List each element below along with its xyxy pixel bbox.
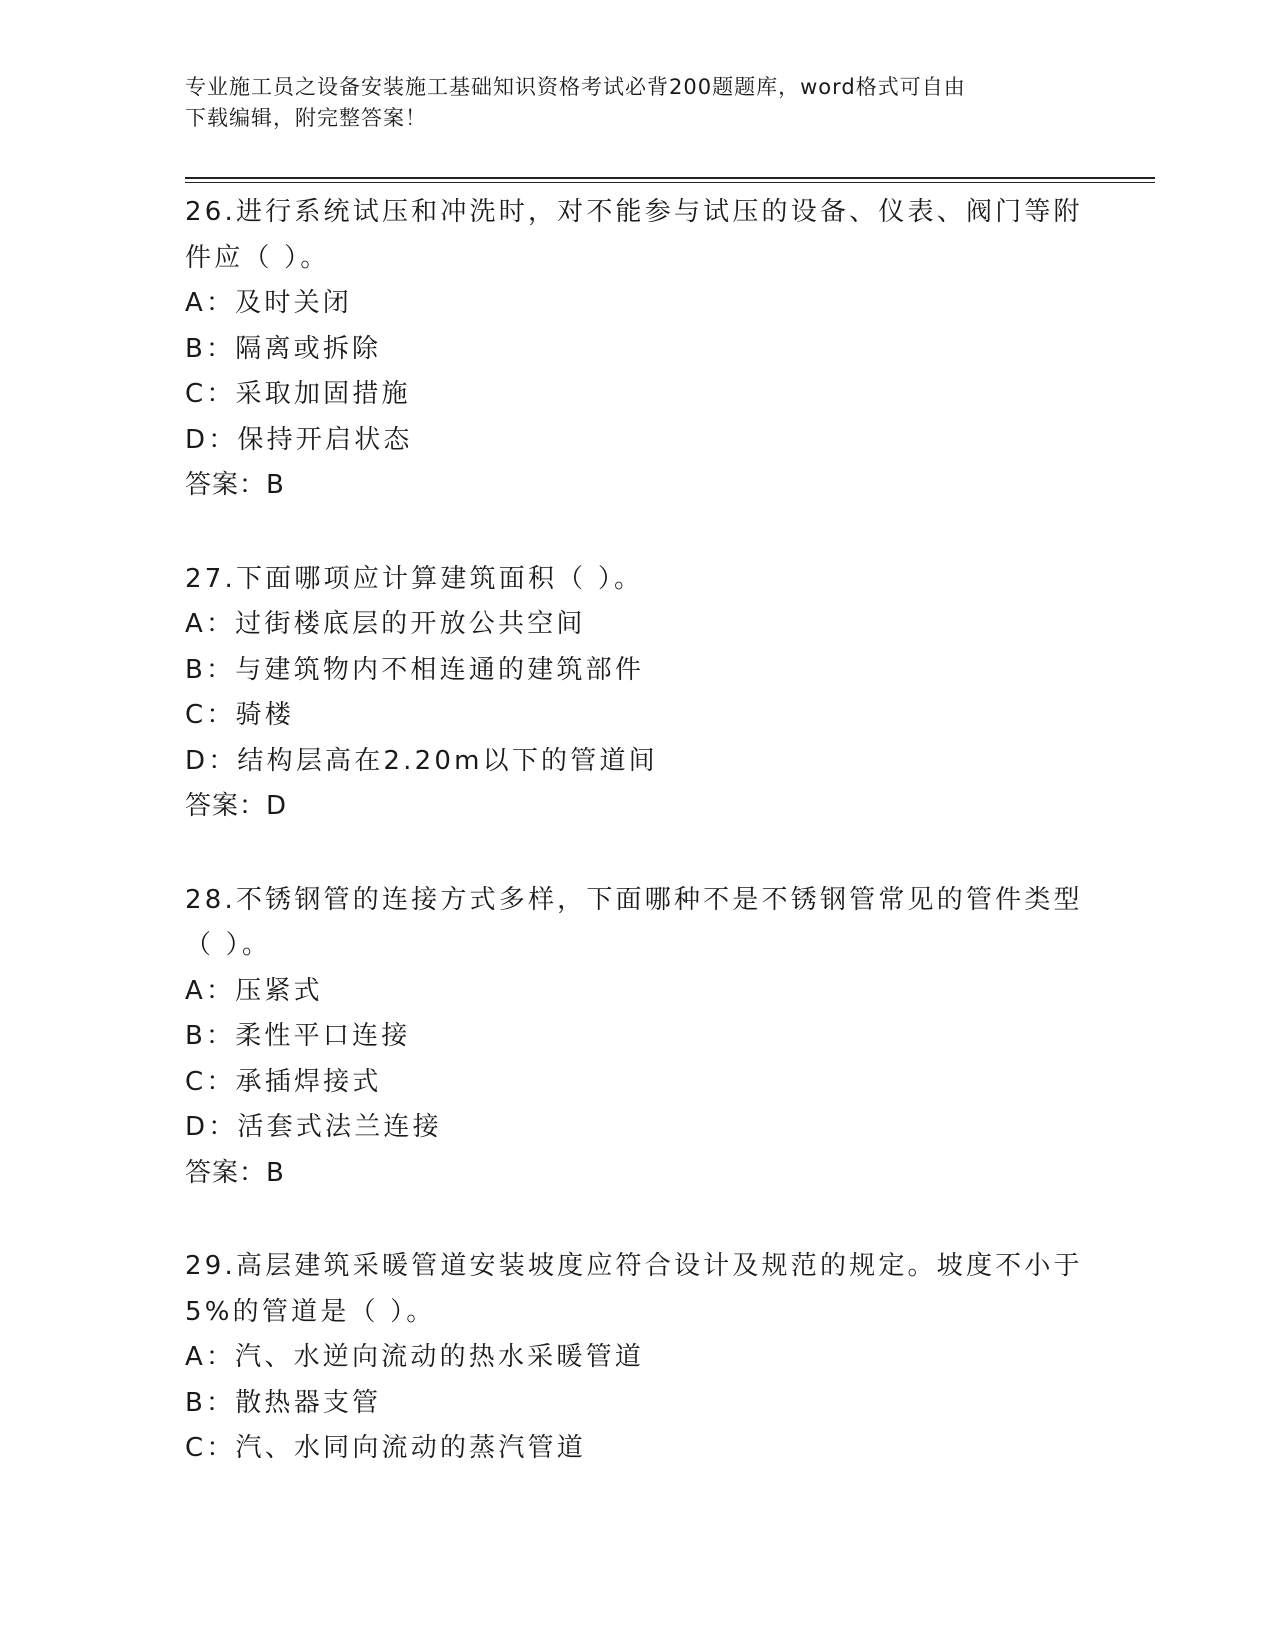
question-stem: 5%的管道是（ ）。 xyxy=(185,1296,436,1327)
question-stem: 28.不锈钢管的连接方式多样，下面哪种不是不锈钢管常见的管件类型 xyxy=(185,884,1083,915)
header-divider xyxy=(185,177,1155,183)
answer: 答案：B xyxy=(185,470,285,500)
question-stem: 26.进行系统试压和冲洗时，对不能参与试压的设备、仪表、阀门等附 xyxy=(185,197,1083,227)
option-a: A：压紧式 xyxy=(185,975,323,1006)
option-c: C：汽、水同向流动的蒸汽管道 xyxy=(185,1433,586,1463)
option-b: B：隔离或拆除 xyxy=(185,333,382,364)
option-c: C：采取加固措施 xyxy=(185,379,411,409)
option-c: C：骑楼 xyxy=(185,700,294,730)
option-b: B：与建筑物内不相连通的建筑部件 xyxy=(185,654,645,685)
option-d: D：保持开启状态 xyxy=(185,424,413,455)
option-a: A：及时关闭 xyxy=(185,288,352,318)
document-header xyxy=(185,72,1085,134)
question-list xyxy=(185,190,1085,1520)
question-stem: （ ）。 xyxy=(185,930,272,960)
option-d: D：结构层高在2.20m以下的管道间 xyxy=(185,745,658,776)
answer: 答案：D xyxy=(185,791,288,821)
question-stem: 27.下面哪项应计算建筑面积（ ）。 xyxy=(185,563,644,594)
option-b: B：散热器支管 xyxy=(185,1387,382,1418)
option-d: D：活套式法兰连接 xyxy=(185,1112,442,1142)
option-b: B：柔性平口连接 xyxy=(185,1021,411,1051)
question-stem: 29.高层建筑采暖管道安装坡度应符合设计及规范的规定。坡度不小于 xyxy=(185,1251,1083,1281)
question-26 xyxy=(185,190,1085,509)
question-28 xyxy=(185,878,1085,1197)
header-line-2: 下载编辑，附完整答案！ xyxy=(185,106,427,130)
question-stem: 件应（ ）。 xyxy=(185,242,330,273)
option-a: A：汽、水逆向流动的热水采暖管道 xyxy=(185,1342,644,1372)
option-c: C：承插焊接式 xyxy=(185,1066,382,1097)
question-27 xyxy=(185,557,1085,830)
option-a: A：过街楼底层的开放公共空间 xyxy=(185,609,586,639)
header-line-1: 专业施工员之设备安装施工基础知识资格考试必背200题题库，word格式可自由 xyxy=(185,75,966,99)
answer: 答案：B xyxy=(185,1157,285,1188)
question-29 xyxy=(185,1244,1085,1472)
